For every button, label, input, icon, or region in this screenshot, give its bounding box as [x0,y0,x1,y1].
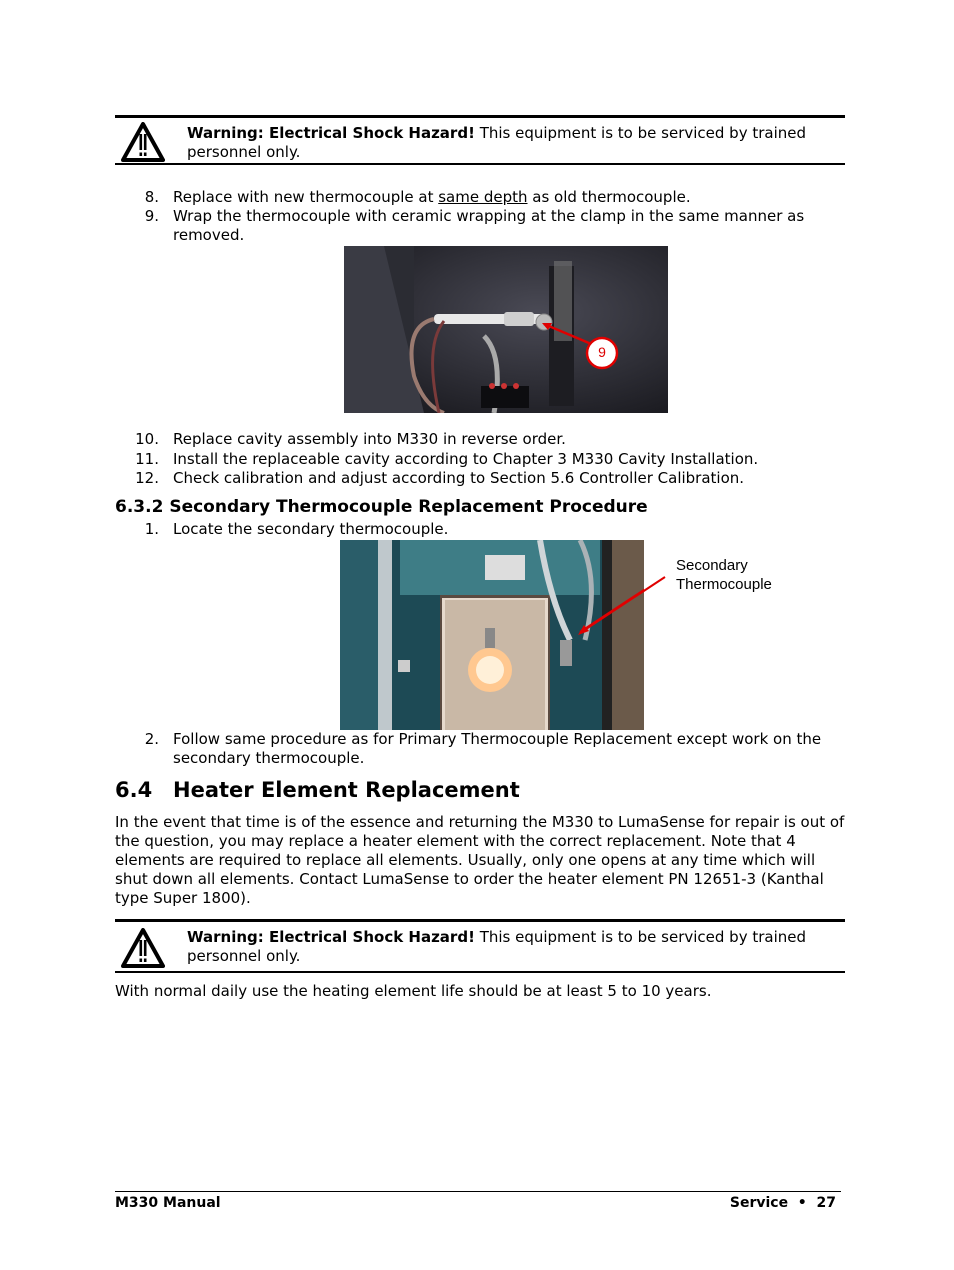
section-heading-6-4: 6.4 Heater Element Replacement [115,778,520,802]
secondary-thermocouple-callout: Secondary Thermocouple [676,557,772,593]
warning-box-top [115,115,845,165]
thermocouple-photo [344,246,668,413]
warning-triangle-icon [121,122,165,162]
section-heading-6-3-2: 6.3.2 Secondary Thermocouple Replacement Procedure [115,497,648,517]
warning-text: Warning: Electrical Shock Hazard! This equipment is to be serviced by trained personnel only. [187,124,806,161]
footer-page-number: Service • 27 [729,1195,836,1211]
warning-box-bottom [115,919,845,973]
warning-text: Warning: Electrical Shock Hazard! This equipment is to be serviced by trained personnel only. [187,928,806,965]
marker-9: 9 [598,344,606,360]
footer-rule [115,1191,841,1192]
footer-manual-title: M330 Manual [115,1195,221,1211]
heater-paragraph: In the event that time is of the essence and returning the M330 to LumaSense for repair is out of the question, you may replace a heater element with the correct replacement. Note that 4 elements are required to replace all elements. Usually, only one opens at any time which will shut down all elements. Contact LumaSense to order the heater element PN 12651-3 (Kanthal type Super 1800). [115,813,845,907]
closing-paragraph: With normal daily use the heating element life should be at least 5 to 10 years. [115,982,712,1000]
same-depth-link[interactable]: same depth [438,188,528,206]
callout-arrow [575,575,667,637]
warning-label: Warning: Electrical Shock Hazard! [187,124,475,142]
warning-triangle-icon [121,928,165,968]
